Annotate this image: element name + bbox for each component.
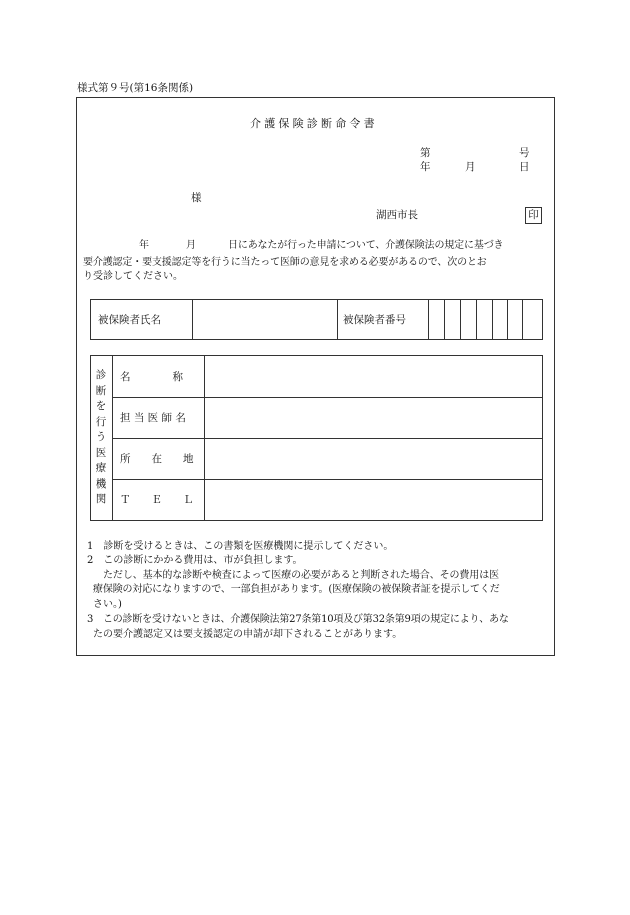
- intro-paragraph: [83, 241, 548, 285]
- address-field[interactable]: [205, 439, 542, 479]
- insured-number-field[interactable]: [429, 300, 542, 339]
- address-label: 所 在 地: [120, 453, 194, 465]
- institution-table: [90, 355, 543, 521]
- number-dai: 第: [420, 147, 431, 159]
- digit-divider: [522, 300, 523, 339]
- form-number-label: 様式第９号(第16条関係): [77, 82, 194, 94]
- note-2: 2 この診断にかかる費用は、市が負担します。: [87, 555, 303, 566]
- note-1: 1 診断を受けるときは、この書類を医療機関に提示してください。: [87, 541, 394, 552]
- tel-label: Ｔ Ｅ Ｌ: [120, 494, 194, 506]
- addressee-suffix: 様: [191, 192, 202, 204]
- institution-side-label: 診 断 を 行 う 医 療 機 関: [95, 369, 107, 505]
- note-2-detail-line1: ただし、基本的な診断や検査によって医療の必要があると判断された場合、その費用は医: [103, 570, 499, 581]
- institution-name-field[interactable]: [205, 356, 542, 397]
- date-year: 年: [420, 161, 431, 173]
- intro-month: 月: [186, 240, 196, 251]
- digit-divider: [460, 300, 461, 339]
- insured-name-label: 被保険者氏名: [98, 314, 161, 326]
- insured-number-label: 被保険者番号: [343, 314, 406, 326]
- intro-year: 年: [139, 240, 149, 251]
- tel-field[interactable]: [205, 480, 542, 520]
- intro-line2: 要介護認定・要支援認定等を行うに当たって医師の意見を求める必要があるので、次のとお: [83, 256, 487, 268]
- note-2-detail-line2: 療保険の対応になりますので、一部負担があります。(医療保険の被保険者証を提示してくだ: [93, 584, 500, 595]
- digit-divider: [476, 300, 477, 339]
- note-3-line1: 3 この診断を受けないときは、介護保険法第27条第10項及び第32条第9項の規定により、あな: [87, 614, 509, 625]
- institution-name-label: 名 称: [120, 371, 183, 383]
- digit-divider: [444, 300, 445, 339]
- issuer-name: 湖西市長: [376, 209, 418, 221]
- insured-name-field[interactable]: [193, 300, 337, 339]
- doctor-name-field[interactable]: [205, 398, 542, 438]
- digit-divider: [507, 300, 508, 339]
- doctor-name-label: 担 当 医 師 名: [120, 412, 186, 424]
- seal-mark: 印: [525, 207, 542, 224]
- number-go: 号: [519, 147, 530, 159]
- intro-line3: り受診してください。: [83, 271, 183, 282]
- date-month: 月: [465, 161, 476, 173]
- digit-divider: [492, 300, 493, 339]
- date-day: 日: [519, 161, 530, 173]
- note-3-line2: たの要介護認定又は要支援認定の申請が却下されることがあります。: [93, 629, 403, 640]
- insured-table: [90, 299, 543, 340]
- document-title: 介護保険診断命令書: [250, 117, 378, 130]
- note-2-detail-line3: さい。): [93, 599, 122, 610]
- intro-line1: 日にあなたが行った申請について、介護保険法の規定に基づき: [228, 240, 504, 251]
